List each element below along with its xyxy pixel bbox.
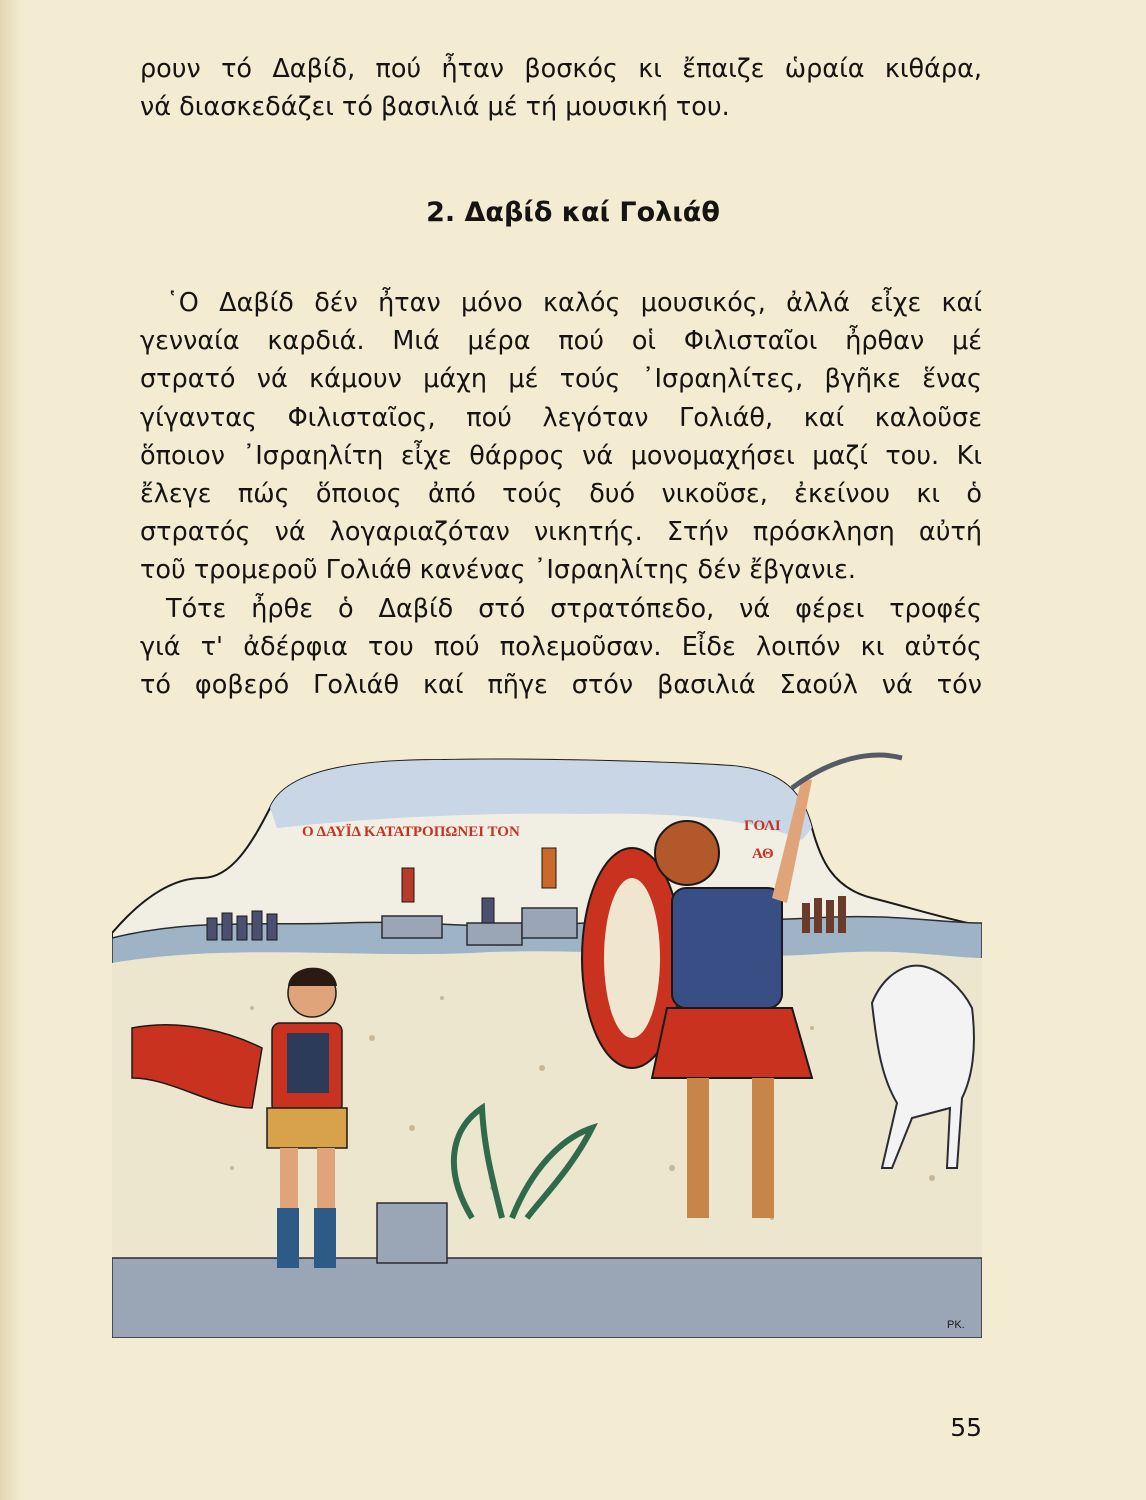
inscription-line-3: ΑΘ (752, 846, 774, 862)
continued-paragraph (140, 50, 982, 126)
text-line: νά διασκεδάζει τό βασιλιά μέ τή μουσική του. (140, 92, 730, 123)
text-line: ρουν τό Δαβίδ, πού ἦταν βοσκός κι ἔπαιζε ὡραία κιθάρα, (140, 54, 982, 84)
page-number: 55 (950, 1413, 982, 1442)
paragraph (140, 284, 982, 590)
text-line: Τότε ἦρθε ὁ Δαβίδ στό στρατόπεδο, νά φέρει τροφές (166, 593, 982, 624)
text-line: γίγαντας Φιλισταῖος, πού λεγόταν Γολιάθ, καί καλοῦσε (140, 402, 982, 433)
text-line: γενναία καρδιά. Μιά μέρα πού οἱ Φιλισταῖοι ἦρθαν μέ (140, 326, 982, 357)
chapter-body (140, 284, 982, 704)
paragraph (140, 590, 982, 705)
text-line: τοῦ τρομεροῦ Γολιάθ κανένας ᾿Ισραηλίτης δέν ἔβγανιε. (140, 555, 856, 586)
inscription-line-2: ΓΟΛΙ (744, 818, 781, 834)
text-line: στρατός νά λογαριαζόταν νικητής. Στήν πρόσκληση αὐτή (140, 517, 982, 548)
artist-signature: ΡΚ. (947, 1319, 965, 1331)
david-goliath-illustration (112, 748, 982, 1338)
text-line: ἔλεγε πώς ὅποιος ἀπό τούς δυό νικοῦσε, ἐκείνου κι ὁ (140, 479, 982, 510)
chapter-heading: 2. Δαβίδ καί Γολιάθ (426, 197, 720, 228)
text-line: στρατό νά κάμουν μάχη μέ τούς ᾿Ισραηλίτες, βγῆκε ἕνας (140, 364, 982, 395)
inscription-line-1: Ο ΔΑΥΪΔ ΚΑΤΑΤΡΟΠΩΝΕΙ ΤΟΝ (302, 824, 520, 840)
text-line: τό φοβερό Γολιάθ καί πῆγε στόν βασιλιά Σαούλ νά τόν (140, 670, 982, 701)
text-line: γιά τ' ἀδέρφια του πού πολεμοῦσαν. Εἶδε λοιπόν κι αὐτός (140, 631, 982, 662)
text-line: ὅποιον ᾿Ισραηλίτη εἶχε θάρρος νά μονομαχήσει μαζί του. Κι (140, 440, 982, 471)
text-line: ῾Ο Δαβίδ δέν ἦταν μόνο καλός μουσικός, ἀλλά εἶχε καί (166, 288, 982, 318)
